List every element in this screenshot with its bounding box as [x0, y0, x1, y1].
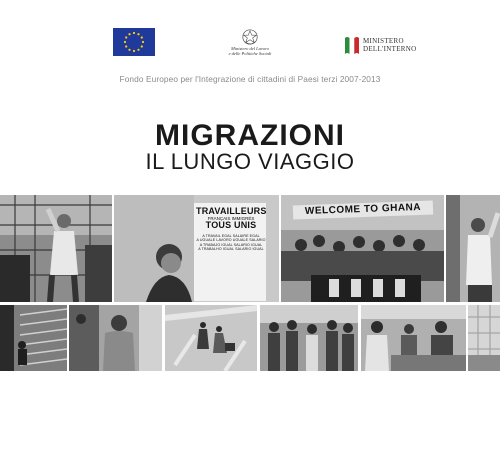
photo-shirtless-man	[69, 305, 162, 371]
eu-star	[137, 33, 139, 35]
eu-star	[128, 49, 130, 51]
photo-building-detail	[468, 305, 500, 371]
ministero-lavoro-logo	[210, 28, 290, 64]
eu-flag-graphic	[113, 28, 155, 56]
photo-welcome-to-ghana-march	[281, 195, 444, 302]
eu-star	[128, 33, 130, 35]
poster-slogan-3: A TRABAJO IGUAL SALARIO IGUAL	[199, 242, 263, 247]
eu-star	[141, 45, 143, 47]
eu-star	[142, 41, 144, 43]
ministero-lavoro-line2: e delle Politiche Sociali	[228, 51, 272, 56]
cover-subtitle: IL LUNGO VIAGGIO	[145, 149, 355, 174]
eu-star	[137, 49, 139, 51]
photo-crowd-street	[260, 305, 358, 371]
eu-star	[125, 45, 127, 47]
ministero-interno-text	[363, 37, 416, 53]
italian-republic-emblem-icon	[241, 28, 259, 46]
eu-star	[133, 32, 135, 34]
eu-star	[125, 36, 127, 38]
poster-text-block	[196, 207, 266, 251]
eu-flag-icon	[113, 28, 155, 56]
eu-star	[124, 41, 126, 43]
eu-star	[133, 50, 135, 52]
photo-man-at-fence	[0, 195, 112, 302]
ministero-interno-line2: DELL'INTERNO	[363, 45, 417, 53]
photo-women-crossing-street	[165, 305, 257, 371]
photo-man-raising-arm	[446, 195, 500, 302]
poster-slogan-1: A TRAVAIL EGAL SALAIRE EGAL	[202, 234, 260, 238]
poster-line-2: FRANÇAIS IMMIGRÉS	[207, 216, 255, 221]
ministero-lavoro-line1: Ministero del Lavoro	[231, 46, 269, 51]
logo-bar	[0, 28, 500, 68]
photo-people-at-table	[361, 305, 466, 371]
ministero-interno-line1: MINISTERO	[363, 37, 404, 45]
poster-slogan-2: A UGUALE LAVORO UGUALE SALARIO	[196, 238, 266, 243]
photo-poster-travailleurs	[114, 195, 279, 302]
cover-title: MIGRAZIONI	[155, 119, 345, 152]
poster-line-3: TOUS UNIS	[205, 220, 257, 230]
italian-tricolor-icon	[345, 34, 359, 54]
poster-line-1: TRAVAILLEURS	[196, 206, 267, 216]
eu-star	[141, 36, 143, 38]
protest-banner-text: WELCOME TO GHANA	[293, 201, 433, 220]
fund-description: Fondo Europeo per l'Integrazione di cittadini di Paesi terzi 2007-2013	[119, 74, 381, 84]
photo-stairs	[0, 305, 67, 371]
poster-slogan-4: A TRABALHO IGUAL SALARIO IGUAL	[198, 246, 264, 251]
